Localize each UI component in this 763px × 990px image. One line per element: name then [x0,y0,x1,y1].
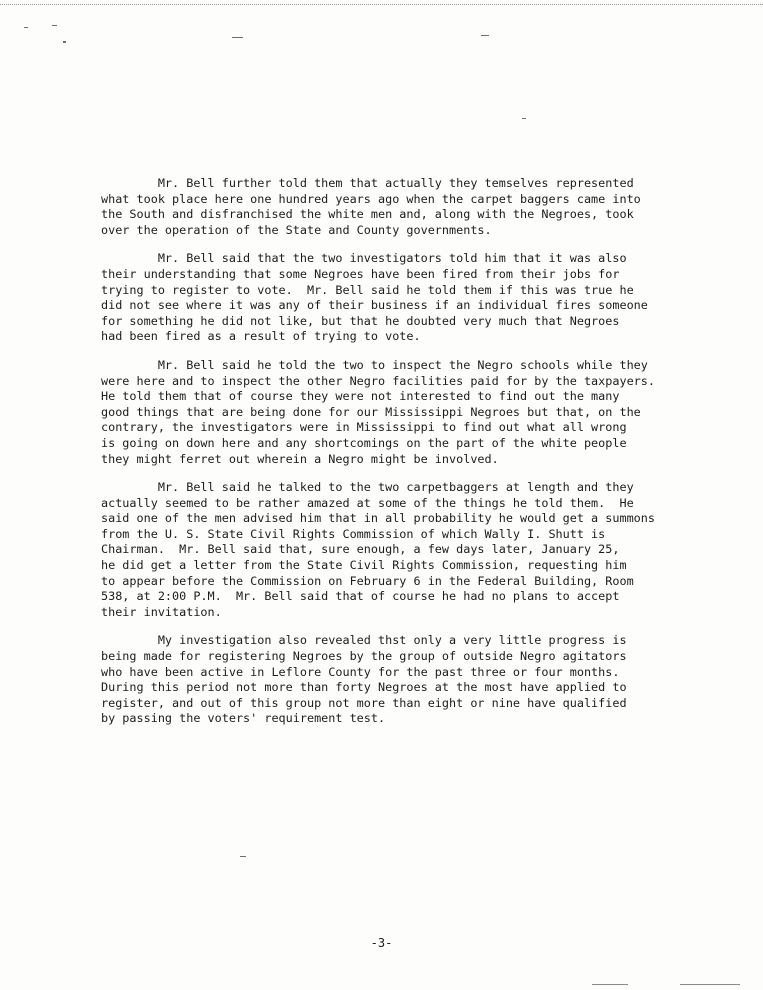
text-line: Chairman. Mr. Bell said that, sure enough, a few days later, January 25, [101,542,620,557]
page-number: -3- [370,936,393,950]
scan-mark [232,37,243,38]
text-line: He told them that of course they were not interested to find out the many [101,389,620,404]
text-line: said one of the men advised him that in all probability he would get a summons [101,511,655,526]
text-line: good things that are being done for our Mississippi Negroes but that, on the [101,404,641,419]
text-line: by passing the voters' requirement test. [101,711,386,726]
text-line: Mr. Bell further told them that actually they temselves represented [101,176,634,190]
text-line: trying to register to vote. Mr. Bell said he told them if this was true he [101,282,634,297]
scan-mark [481,35,489,36]
text-line: were here and to inspect the other Negro facilities paid for by the taxpayers. [101,373,655,388]
text-line: contrary, the investigators were in Mississippi to find out what all wrong [101,420,627,435]
text-line: to appear before the Commission on February 6 in the Federal Building, Room [101,573,634,588]
text-line: from the U. S. State Civil Rights Commission of which Wally I. Shutt is [101,526,606,541]
text-line: is going on down here and any shortcomings on the part of the white people [101,435,627,450]
text-line: their understanding that some Negroes have been fired from their jobs for [101,266,620,281]
paragraph [101,176,691,238]
text-line: their invitation. [101,604,222,619]
text-line: the South and disfranchised the white men and, along with the Negroes, took [101,207,634,222]
letter-body [101,176,691,740]
text-line: My investigation also revealed thst only a very little progress is [101,633,627,648]
scan-mark [240,856,246,857]
scan-mark [24,27,28,28]
paragraph [101,633,691,727]
text-line: Mr. Bell said he talked to the two carpetbaggers at length and they [101,480,634,495]
text-line: what took place here one hundred years ago when the carpet baggers came into [101,191,641,206]
text-line: did not see where it was any of their business if an individual fires someone [101,298,648,313]
paragraph [101,358,691,467]
footer-rule [680,984,740,985]
paragraph [101,251,691,345]
text-line: Mr. Bell said that the two investigators told him that it was also [101,251,627,266]
text-line: he did get a letter from the State Civil Rights Commission, requesting him [101,558,627,573]
scan-mark [52,25,57,26]
text-line: for something he did not like, but that he doubted very much that Negroes [101,313,620,328]
text-line: Mr. Bell said he told the two to inspect the Negro schools while they [101,357,648,372]
text-line: being made for registering Negroes by the group of outside Negro agitators [101,649,627,664]
paragraph [101,480,691,620]
text-line: who have been active in Leflore County for the past three or four months. [101,664,620,679]
text-line: had been fired as a result of trying to vote. [101,329,421,344]
footer-rule [592,984,628,985]
text-line: over the operation of the State and County governments. [101,222,492,237]
text-line: 538, at 2:00 P.M. Mr. Bell said that of course he had no plans to accept [101,589,620,604]
text-line: register, and out of this group not more than eight or nine have qualified [101,695,627,710]
scan-mark [63,41,66,43]
text-line: actually seemed to be rather amazed at some of the things he told them. He [101,495,634,510]
page-top-edge [0,4,763,5]
text-line: During this period not more than forty Negroes at the most have applied to [101,680,627,695]
text-line: they might ferret out wherein a Negro might be involved. [101,451,499,466]
scan-mark [522,118,526,119]
